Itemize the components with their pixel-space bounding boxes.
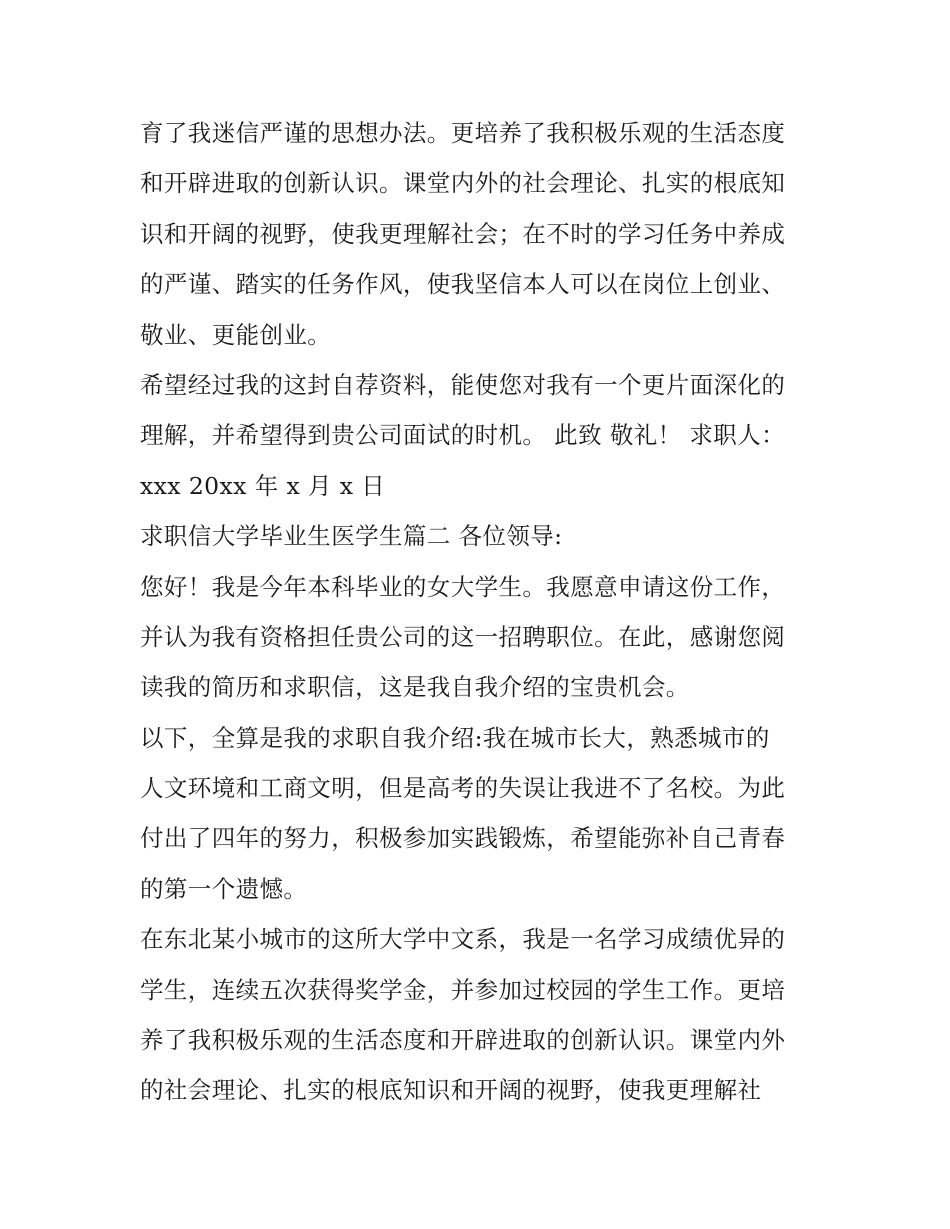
text-line: 并认为我有资格担任贵公司的这一招聘职位。在此，感谢您阅 — [140, 622, 786, 651]
paragraph-5 — [140, 914, 812, 1116]
text-line: 以下，全算是我的求职自我介绍:我在城市长大，熟悉城市的 — [140, 723, 770, 752]
text-line: 养了我积极乐观的生活态度和开辟进取的创新认识。课堂内外 — [140, 1026, 786, 1055]
text-line: 敬业、更能创业。 — [140, 320, 332, 349]
paragraph-1 — [140, 108, 812, 360]
text-line: 的社会理论、扎实的根底知识和开阔的视野，使我更理解社 — [140, 1076, 762, 1105]
paragraph-3 — [140, 562, 812, 713]
text-line: 希望经过我的这封自荐资料，能使您对我有一个更片面深化的 — [140, 370, 786, 399]
section-heading — [140, 511, 812, 561]
text-line: 您好！我是今年本科毕业的女大学生。我愿意申请这份工作， — [140, 572, 786, 601]
heading-line: 求职信大学毕业生医学生篇二 各位领导: — [140, 522, 563, 551]
signature-date-line: xxx 20xx 年 x 月 x 日 — [140, 471, 386, 500]
text-line: 学生，连续五次获得奖学金，并参加过校园的学生工作。更培 — [140, 975, 786, 1004]
text-line: 付出了四年的努力，积极参加实践锻炼，希望能弥补自己青春 — [140, 824, 786, 853]
document-body — [140, 108, 812, 1116]
text-line: 人文环境和工商文明，但是高考的失误让我进不了名校。为此 — [140, 774, 786, 803]
text-line: 育了我迷信严谨的思想办法。更培养了我积极乐观的生活态度 — [140, 119, 786, 147]
text-line: 识和开阔的视野，使我更理解社会；在不时的学习任务中养成 — [140, 219, 786, 248]
text-line: 的第一个遗憾。 — [140, 874, 308, 903]
text-line: 的严谨、踏实的任务作风，使我坚信本人可以在岗位上创业、 — [140, 270, 786, 299]
text-line: 在东北某小城市的这所大学中文系，我是一名学习成绩优异的 — [140, 925, 786, 954]
paragraph-2 — [140, 360, 812, 511]
text-line: 和开辟进取的创新认识。课堂内外的社会理论、扎实的根底知 — [140, 169, 786, 198]
text-line: 理解，并希望得到贵公司面试的时机。 此致 敬礼！ 求职人： — [140, 421, 786, 450]
text-line: 读我的简历和求职信，这是我自我介绍的宝贵机会。 — [140, 673, 690, 702]
paragraph-4 — [140, 713, 812, 915]
